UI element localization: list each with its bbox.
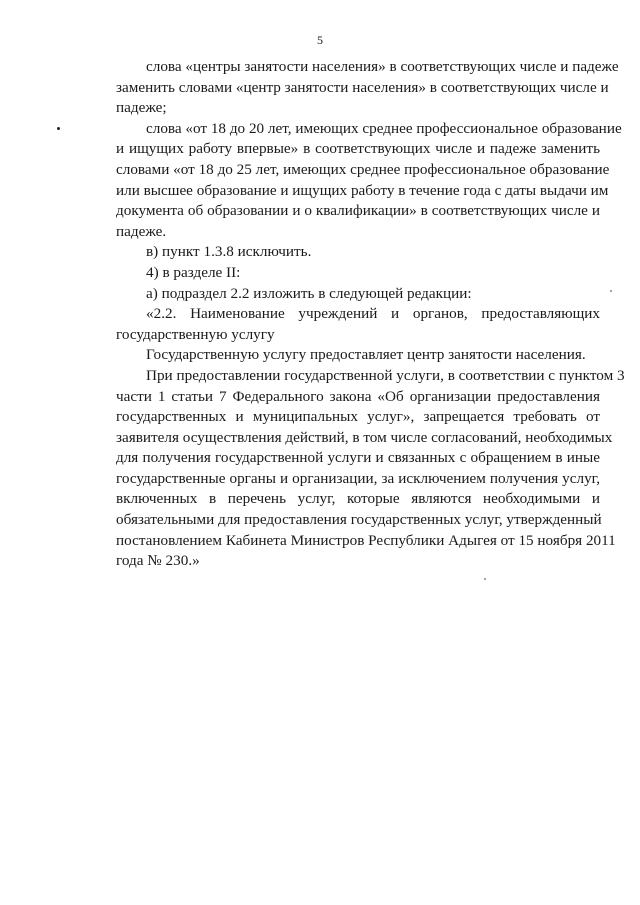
- page-number: 5: [317, 33, 323, 47]
- paragraph-line: падеже.: [116, 222, 167, 240]
- margin-dot-mark: [57, 127, 60, 130]
- paragraph: [116, 284, 600, 305]
- paragraph-line: заменить словами «центр занятости населения» в соответствующих числе и: [116, 78, 609, 96]
- paragraph-line: части 1 статьи 7 Федерального закона «Об организации предоставления: [116, 387, 600, 405]
- paragraph-line: «2.2. Наименование учреждений и органов, предоставляющих: [146, 305, 600, 323]
- paragraph-line: включенных в перечень услуг, которые являются необходимыми и: [116, 490, 600, 508]
- paragraph-line: слова «от 18 до 20 лет, имеющих среднее профессиональное образование: [146, 119, 622, 137]
- paragraph-line: постановлением Кабинета Министров Республики Адыгея от 15 ноября 2011: [116, 531, 616, 549]
- paragraph: [116, 304, 600, 345]
- paragraph-line: обязательными для предоставления государственных услуг, утвержденный: [116, 511, 602, 529]
- paragraph-line: заявителя осуществления действий, в том числе согласований, необходимых: [116, 428, 613, 446]
- document-body: [116, 57, 625, 572]
- paragraph-line: При предоставлении государственной услуги, в соответствии с пунктом 3: [146, 366, 625, 384]
- paragraph-line: падеже;: [116, 99, 167, 117]
- paragraph-line: и ищущих работу впервые» в соответствующих числе и падеже заменить: [116, 140, 600, 158]
- paragraph: [116, 119, 622, 243]
- paragraph-line: для получения государственной услуги и связанных с обращением в иные: [116, 449, 600, 467]
- paragraph-line: государственную услугу: [116, 325, 275, 343]
- paragraph-line: документа об образовании и о квалификации» в соответствующих числе и: [116, 202, 600, 220]
- paragraph-line: или высшее образование и ищущих работу в течение года с даты выдачи им: [116, 181, 609, 199]
- scan-speck: [484, 578, 486, 580]
- paragraph: [116, 242, 600, 263]
- paragraph-line: Государственную услугу предоставляет центр занятости населения.: [146, 346, 586, 364]
- paragraph: [116, 57, 619, 119]
- paragraph: [116, 366, 625, 572]
- paragraph-line: государственные органы и организации, за исключением получения услуг,: [116, 469, 600, 487]
- scan-speck: [610, 290, 612, 292]
- paragraph-line: а) подраздел 2.2 изложить в следующей редакции:: [146, 284, 472, 302]
- paragraph-line: слова «центры занятости населения» в соответствующих числе и падеже: [146, 58, 619, 75]
- paragraph: [116, 345, 600, 366]
- paragraph-line: 4) в разделе II:: [146, 263, 241, 281]
- paragraph-line: года № 230.»: [116, 552, 200, 570]
- paragraph-line: в) пункт 1.3.8 исключить.: [146, 243, 312, 261]
- paragraph-line: словами «от 18 до 25 лет, имеющих среднее профессиональное образование: [116, 160, 610, 178]
- paragraph: [116, 263, 600, 284]
- paragraph-line: государственных и муниципальных услуг», запрещается требовать от: [116, 408, 600, 426]
